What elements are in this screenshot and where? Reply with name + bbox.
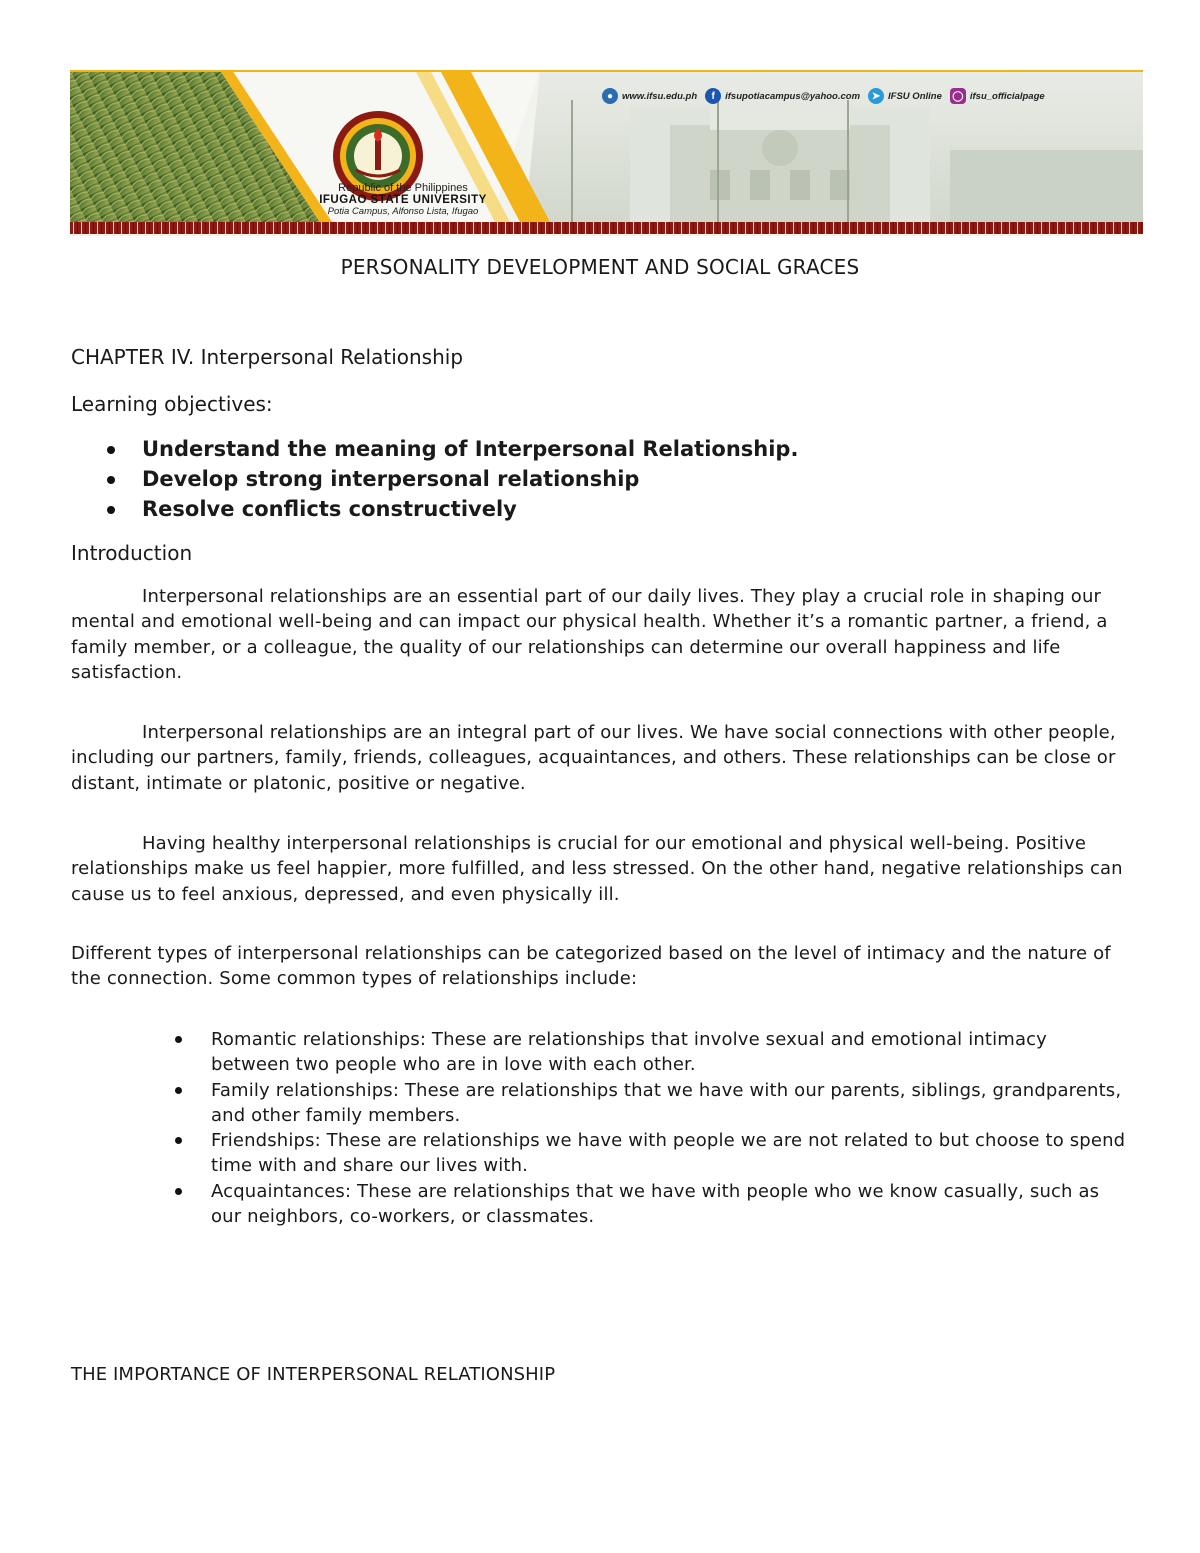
republic-label: Republic of the Philippines [338,182,468,194]
university-text-block [288,182,518,217]
chapter-heading: CHAPTER IV. Interpersonal Relationship [71,345,464,369]
list-item: Romantic relationships: These are relationships that involve sexual and emotional intimacy between two people who are in love with each other. [211,1027,1131,1078]
globe-icon: ● [602,88,618,104]
objectives-list [71,434,798,524]
campus-label: Potia Campus, Alfonso Lista, Ifugao [327,206,479,217]
university-name: IFUGAO STATE UNIVERSITY [319,194,487,206]
introduction-heading: Introduction [71,541,193,565]
list-item: Resolve conflicts constructively [71,494,798,524]
list-item: Acquaintances: These are relationships that we have with people who we know casually, such as our neighbors, co-workers, or classmates. [211,1179,1131,1230]
document-title: PERSONALITY DEVELOPMENT AND SOCIAL GRACES [340,255,860,279]
facebook-icon: f [705,88,721,104]
paragraph: Interpersonal relationships are an essential part of our daily lives. They play a crucial role in shaping our mental and emotional well-being and can impact our physical health. Whether it’s a romantic partner, a friend, a family member, or a colleague, the quality of our relationships can determine our overall happiness and life satisfaction. [71,586,1108,683]
list-item: Develop strong interpersonal relationship [71,464,798,494]
section-heading-importance: THE IMPORTANCE OF INTERPERSONAL RELATIONSHIP [71,1364,556,1385]
twitter-label: IFSU Online [888,90,942,102]
twitter-link[interactable] [868,88,942,104]
instagram-label: ifsu_officialpage [969,90,1045,102]
decorative-border-strip [70,222,1143,234]
website-label: www.ifsu.edu.ph [622,90,698,102]
header-banner [70,70,1143,236]
relationship-types-list [211,1027,1131,1229]
twitter-icon: ➤ [868,88,884,104]
paragraph: Interpersonal relationships are an integral part of our lives. We have social connections with other people, including our partners, family, friends, colleagues, acquaintances, and others. These relationships can be close or distant, intimate or platonic, positive or negative. [71,722,1116,794]
website-link[interactable] [602,88,697,104]
objectives-heading: Learning objectives: [71,392,273,416]
facebook-label: ifsupotiacampus@yahoo.com [725,90,861,102]
list-item: Understand the meaning of Interpersonal Relationship. [71,434,798,464]
paragraph: Having healthy interpersonal relationships is crucial for our emotional and physical well-being. Positive relationships make us feel happier, more fulfilled, and less stressed. On the other hand, negative relationships can cause us to feel anxious, depressed, and even physically ill. [71,833,1123,905]
list-item: Family relationships: These are relationships that we have with our parents, siblings, grandparents, and other family members. [211,1078,1131,1129]
instagram-icon: ◯ [950,88,966,104]
instagram-link[interactable] [950,88,1045,104]
social-links [602,87,1053,105]
list-item: Friendships: These are relationships we have with people we are not related to but choose to spend time with and share our lives with. [211,1128,1131,1179]
facebook-link[interactable] [705,88,860,104]
paragraph: Different types of interpersonal relationships can be categorized based on the level of intimacy and the nature of the connection. Some common types of relationships include: [71,943,1111,990]
